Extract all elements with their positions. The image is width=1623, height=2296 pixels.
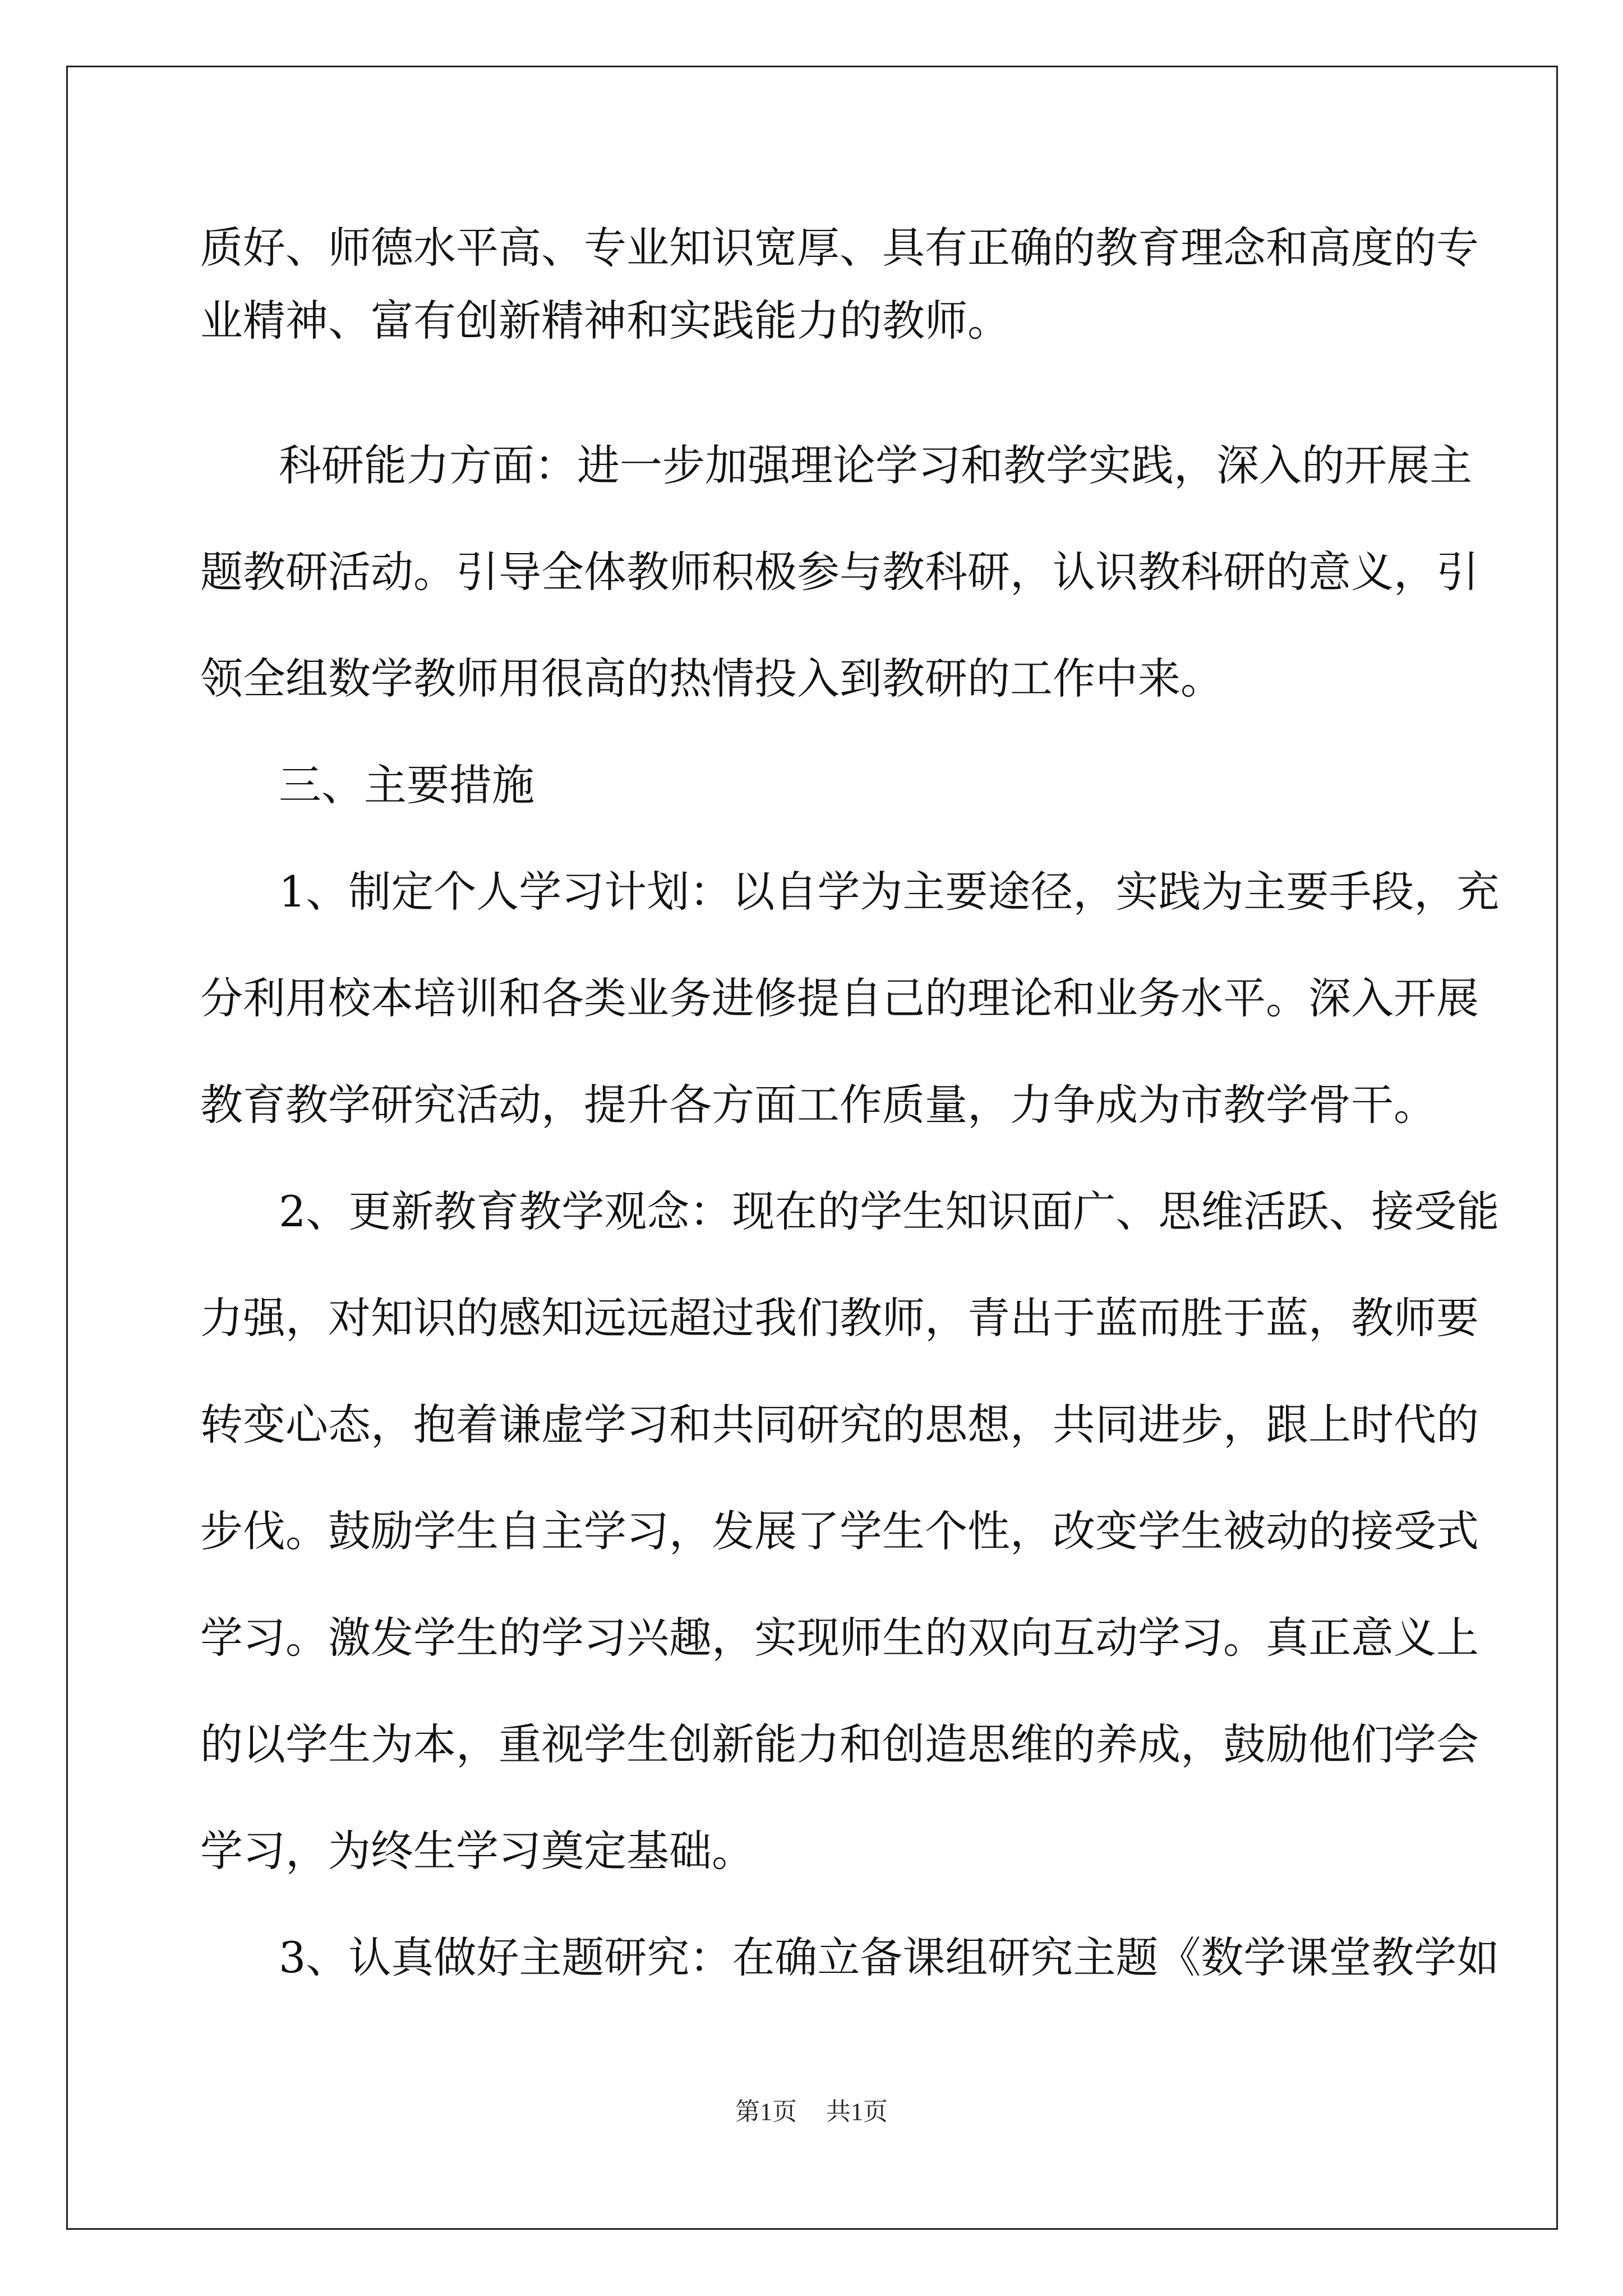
paragraph-start-line: 科研能力方面：进一步加强理论学习和教学实践，深入的开展主 bbox=[279, 440, 1472, 490]
text-line: 学习，为终生学习奠定基础。 bbox=[200, 1826, 754, 1876]
text-line: 质好、师德水平高、专业知识宽厚、具有正确的教育理念和高度的专 bbox=[200, 223, 1479, 273]
page-number-current: 第1页 bbox=[735, 2098, 797, 2125]
text-line: 分利用校本培训和各类业务进修提自己的理论和业务水平。深入开展 bbox=[200, 973, 1479, 1023]
paragraph-start-line: 3、认真做好主题研究：在确立备课组研究主题《数学课堂教学如 bbox=[279, 1932, 1500, 1982]
text-line: 教育教学研究活动，提升各方面工作质量，力争成为市教学骨干。 bbox=[200, 1080, 1436, 1130]
text-line: 力强，对知识的感知远远超过我们教师，青出于蓝而胜于蓝，教师要 bbox=[200, 1293, 1479, 1343]
page-number-total: 共1页 bbox=[826, 2098, 888, 2125]
page-border bbox=[66, 66, 1558, 2230]
paragraph-start-line: 1、制定个人学习计划：以自学为主要途径，实践为主要手段，充 bbox=[279, 867, 1500, 917]
text-line: 转变心态，抱着谦虚学习和共同研究的思想，共同进步，跟上时代的 bbox=[200, 1400, 1479, 1450]
text-line: 领全组数学教师用很高的热情投入到教研的工作中来。 bbox=[200, 654, 1223, 703]
text-line: 的以学生为本，重视学生创新能力和创造思维的养成，鼓励他们学会 bbox=[200, 1719, 1479, 1769]
page-footer bbox=[0, 2095, 1623, 2129]
text-line: 学习。激发学生的学习兴趣，实现师生的双向互动学习。真正意义上 bbox=[200, 1613, 1479, 1663]
text-line: 步伐。鼓励学生自主学习，发展了学生个性，改变学生被动的接受式 bbox=[200, 1506, 1479, 1556]
paragraph-start-line: 2、更新教育教学观念：现在的学生知识面广、思维活跃、接受能 bbox=[279, 1186, 1500, 1236]
section-heading: 三、主要措施 bbox=[279, 760, 534, 810]
text-line: 业精神、富有创新精神和实践能力的教师。 bbox=[200, 296, 1010, 346]
text-line: 题教研活动。引导全体教师积极参与教科研，认识教科研的意义，引 bbox=[200, 547, 1479, 597]
